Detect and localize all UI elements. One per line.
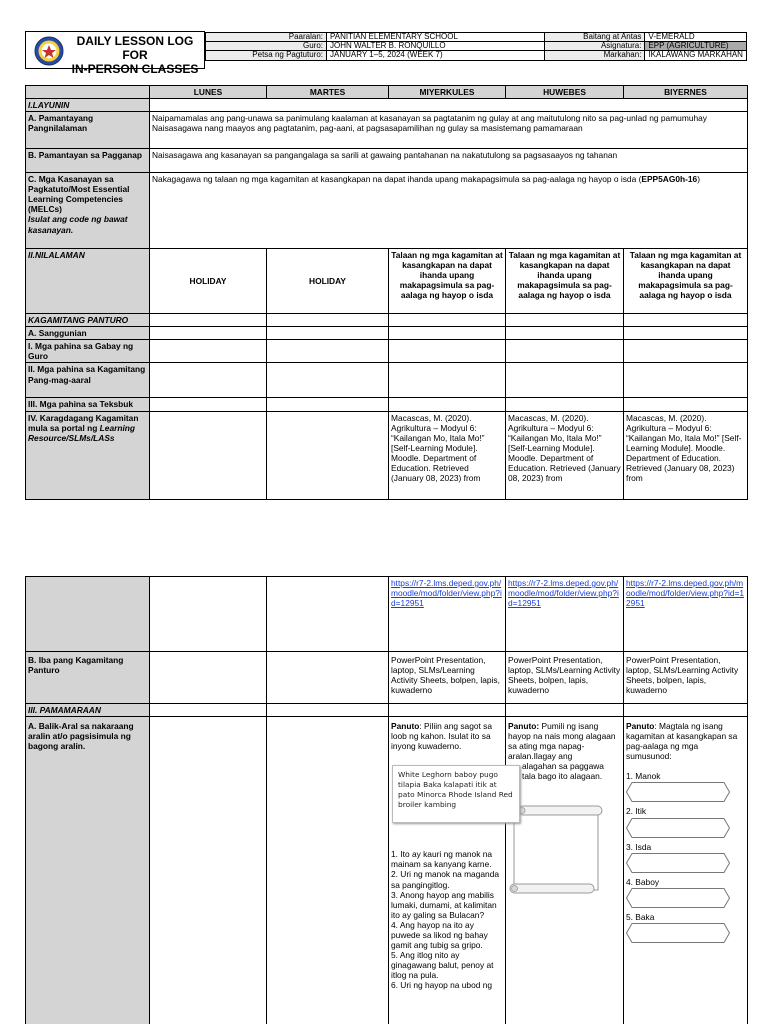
- topic-huwebes: Talaan ng mga kagamitan at kasangkapan na dapat ihanda upang makapagsimula sa pag-aalaga ng hayop o isda: [506, 249, 624, 314]
- question-1: 1. Ito ay kauri ng manok na mainam sa kanyang karne.: [391, 849, 493, 870]
- days-header-row: [26, 86, 748, 99]
- pamantayang-pangnilalaman-text: [150, 112, 748, 149]
- link-huwebes[interactable]: [506, 577, 624, 652]
- empty-cell: [624, 363, 748, 398]
- title-line-2: IN-PERSON CLASSES: [71, 61, 199, 76]
- empty-cell: [150, 327, 267, 340]
- title-box: [25, 31, 205, 76]
- baitang-value: V-EMERALD: [645, 33, 747, 42]
- empty-cell: [150, 314, 267, 327]
- nilalaman-section: II.NILALAMAN: [26, 249, 150, 314]
- kagamitang-panturo-section: KAGAMITANG PANTURO: [26, 314, 150, 327]
- pangnilalaman-text-1: Naipamamalas ang pang-unawa sa panimulang kaalaman at kasanayan sa pagtatanim ng gulay at ang maitutulong nito sa pag-unlad ng pamumuhay: [152, 113, 707, 124]
- empty-cell: [267, 652, 389, 704]
- empty-cell: [267, 327, 389, 340]
- empty-cell: [389, 363, 506, 398]
- balik-aral-miyerkules: [389, 717, 506, 1024]
- petsa-label: Petsa ng Pagtuturo:: [206, 51, 327, 60]
- empty-cell: [506, 314, 624, 327]
- panuto-text: : Piliin ang sagot sa loob ng kahon. Isulat ito sa inyong kuwaderno.: [391, 721, 493, 752]
- empty-cell: [389, 704, 506, 717]
- empty-cell: [150, 398, 267, 411]
- topic-miyerkules: Talaan ng mga kagamitan at kasangkapan na dapat ihanda upang makapagsimula sa pag-aalaga ng hayop o isda: [389, 249, 506, 314]
- balik-aral-biyernes: [624, 717, 748, 1024]
- markahan-label: Markahan:: [545, 51, 645, 60]
- layunin-empty: [150, 99, 748, 112]
- panuto-label: Panuto:: [508, 721, 540, 732]
- question-5: 5. Ang itlog nito ay ginagawang balut, penoy at itlog na pula.: [391, 950, 494, 981]
- empty-cell: [150, 717, 267, 1024]
- empty-cell: [506, 704, 624, 717]
- iba-pa-huwebes: PowerPoint Presentation, laptop, SLMs/Learning Activity Sheets, bolpen, lapis, kuwaderno: [506, 652, 624, 704]
- melc-text-body: Nakagagawa ng talaan ng mga kagamitan at kasangkapan na dapat ihanda upang makapagsimula sa pag-aalaga ng hayop o isda (: [152, 174, 642, 185]
- topic-biyernes: Talaan ng mga kagamitan at kasangkapan na dapat ihanda upang makapagsimula sa pag-aalaga ng hayop o isda: [624, 249, 748, 314]
- empty-cell: [389, 327, 506, 340]
- kagamitang-mag-aaral-label: II. Mga pahina sa Kagamitang Pang-mag-aaral: [26, 363, 150, 398]
- fri-item-isda: 3. Isda: [626, 841, 652, 852]
- reference-huwebes: Macascas, M. (2020). Agrikultura – Modyul 6: “Kailangan Mo, Itala Mo!” [Self-Learning Module]. Moodle. Department of Education. Retrieved (January 08, 2023) from: [506, 411, 624, 499]
- karagdagang-kagamitan-label: [26, 411, 150, 499]
- paaralan-value: PANITIAN ELEMENTARY SCHOOL: [327, 33, 545, 42]
- answer-hexagon[interactable]: [626, 818, 730, 838]
- lesson-log-page-2: [25, 576, 747, 1024]
- empty-cell: [624, 327, 748, 340]
- panuto-label: Panuto: [626, 721, 655, 732]
- melc-label-text: C. Mga Kasanayan sa Pagkatuto/Most Essential Learning Competencies (MELCs): [28, 174, 130, 215]
- document-title: [68, 35, 202, 76]
- iba-pang-kagamitan-label: B. Iba pang Kagamitang Panturo: [26, 652, 150, 704]
- fri-item-baboy: 4. Baboy: [626, 876, 660, 887]
- deped-seal-icon: [34, 36, 64, 66]
- teksbuk-label: III. Mga pahina sa Teksbuk: [26, 398, 150, 411]
- melc-code: EPP5AG0h-16: [641, 174, 698, 185]
- empty-cell: [267, 340, 389, 363]
- guro-label: Guro:: [206, 42, 327, 51]
- layunin-section: I.LAYUNIN: [26, 99, 150, 112]
- link-miyerkules[interactable]: [389, 577, 506, 652]
- gabay-guro-label: I. Mga pahina sa Gabay ng Guro: [26, 340, 150, 363]
- melc-note: Isulat ang code ng bawat kasanayan.: [28, 214, 128, 235]
- guro-value: JOHN WALTER B. RONQUILLO: [327, 42, 545, 51]
- empty-cell: [150, 363, 267, 398]
- pamantayang-pangnilalaman-label: A. Pamantayang Pangnilalaman: [26, 112, 150, 149]
- empty-cell: [389, 398, 506, 411]
- karagdagang-label-text: IV. Karagdagang Kagamitan mula sa portal ng: [28, 412, 139, 433]
- baitang-label: Baitang at Antas: [545, 33, 645, 42]
- pamantayan-pagganap-label: B. Pamantayan sa Pagganap: [26, 149, 150, 173]
- empty-cell: [506, 327, 624, 340]
- empty-cell: [267, 411, 389, 499]
- holiday-lunes: HOLIDAY: [150, 249, 267, 314]
- paaralan-label: Paaralan:: [206, 33, 327, 42]
- reference-biyernes: Macascas, M. (2020). Agrikultura – Modyul 6: “Kailangan Mo, Itala Mo!” [Self-Learning Module]. Moodle. Department of Education. Retrieved (January 08, 2023) from: [624, 411, 748, 499]
- question-6: 6. Uri ng hayop na ubod ng: [391, 980, 493, 991]
- empty-cell: [267, 717, 389, 1024]
- portal-link[interactable]: https://r7-2.lms.deped.gov.ph/moodle/mod/folder/view.php?id=12951: [391, 578, 502, 609]
- document-header: [25, 31, 747, 76]
- word-choice-box: White Leghorn baboy pugo tilapia Baka kalapati itik at pato Minorca Rhode Island Red broiler kambing: [392, 765, 520, 823]
- fri-item-manok: 1. Manok: [626, 771, 661, 782]
- empty-cell: [150, 577, 267, 652]
- empty-cell: [267, 398, 389, 411]
- pangnilalaman-text-2: Naisasagawa nang maayos ang pagtatanim, pag-aani, at pagsasapamilihan ng gulay sa masistemang pamamaraan: [152, 123, 583, 134]
- iba-pa-biyernes: PowerPoint Presentation, laptop, SLMs/Learning Activity Sheets, bolpen, lapis, kuwaderno: [624, 652, 748, 704]
- answer-hexagon[interactable]: [626, 888, 730, 908]
- melc-label: [26, 173, 150, 249]
- portal-link[interactable]: https://r7-2.lms.deped.gov.ph/moodle/mod/folder/view.php?id=12951: [508, 578, 619, 609]
- empty-cell: [624, 340, 748, 363]
- fri-item-baka: 5. Baka: [626, 911, 655, 922]
- day-martes: MARTES: [267, 86, 389, 99]
- balik-aral-label: A. Balik-Aral sa nakaraang aralin at/o pagsisimula ng bagong aralin.: [26, 717, 150, 1024]
- lesson-table-1: [25, 85, 748, 500]
- panuto-text: : Magtala ng isang kagamitan at kasangkapan sa pag-aalaga ng mga sumusunod:: [626, 721, 738, 762]
- answer-hexagon[interactable]: [626, 853, 730, 873]
- empty-cell: [624, 398, 748, 411]
- karagdagang-label-italic: Learning Resource/SLMs/LASs: [28, 422, 136, 443]
- continuation-label-cell: [26, 577, 150, 652]
- iba-pa-miyerkules: PowerPoint Presentation, laptop, SLMs/Learning Activity Sheets, bolpen, lapis, kuwaderno: [389, 652, 506, 704]
- asignatura-label: Asignatura:: [545, 42, 645, 51]
- portal-link[interactable]: https://r7-2.lms.deped.gov.ph/moodle/mod/folder/view.php?id=12951: [626, 578, 745, 609]
- answer-hexagon[interactable]: [626, 923, 730, 943]
- question-3: 3. Anong hayop ang mabilis lumaki, dumami, at kalimitan ito ay galing sa Bulacan?: [391, 889, 497, 920]
- empty-cell: [150, 704, 267, 717]
- text-fragment-1: alagahan sa paggawa: [522, 761, 604, 772]
- day-miyerkules: MIYERKULES: [389, 86, 506, 99]
- empty-cell: [389, 314, 506, 327]
- panuto-label: Panuto: [391, 721, 420, 732]
- empty-cell: [506, 340, 624, 363]
- holiday-martes: HOLIDAY: [267, 249, 389, 314]
- empty-cell: [267, 577, 389, 652]
- asignatura-value: EPP (AGRICULTURE): [645, 42, 747, 51]
- day-huwebes: HUWEBES: [506, 86, 624, 99]
- pamantayan-pagganap-text: Naisasagawa ang kasanayan sa pangangalaga sa sarili at gawaing pantahanan na nakatutulong sa pagsasaayos ng tahanan: [150, 149, 748, 173]
- empty-cell: [624, 704, 748, 717]
- corner-cell: [26, 86, 150, 99]
- day-lunes: LUNES: [150, 86, 267, 99]
- petsa-value: JANUARY 1–5, 2024 (WEEK 7): [327, 51, 545, 60]
- reference-miyerkules: Macascas, M. (2020). Agrikultura – Modyul 6: “Kailangan Mo, Itala Mo!” [Self-Learning Module]. Moodle. Department of Education. Retrieved (January 08, 2023) from: [389, 411, 506, 499]
- fri-item-itik: 2. Itik: [626, 806, 647, 817]
- empty-cell: [150, 340, 267, 363]
- empty-cell: [267, 704, 389, 717]
- empty-cell: [267, 314, 389, 327]
- markahan-value: IKALAWANG MARKAHAN: [645, 51, 747, 60]
- title-line-1: DAILY LESSON LOG FOR: [76, 34, 194, 62]
- sanggunian-label: A. Sanggunian: [26, 327, 150, 340]
- empty-cell: [624, 314, 748, 327]
- empty-cell: [150, 652, 267, 704]
- empty-cell: [389, 340, 506, 363]
- link-biyernes[interactable]: [624, 577, 748, 652]
- day-biyernes: BIYERNES: [624, 86, 748, 99]
- question-2: 2. Uri ng manok na maganda sa pangingitlog.: [391, 869, 500, 890]
- pamamaraan-section: III. PAMAMARAAN: [26, 704, 150, 717]
- empty-cell: [506, 398, 624, 411]
- header-info-table: [205, 32, 747, 61]
- question-4: 4. Ang hayop na ito ay puwede sa likod ng bahay gamit ang tubig sa gripo.: [391, 919, 488, 951]
- text-fragment-2: tala bago ito alagaan.: [522, 771, 603, 782]
- lesson-log-page-1: [25, 31, 747, 500]
- empty-cell: [150, 411, 267, 499]
- panuto-text: Pumili ng isang hayop na nais mong alagaan sa ating mga napag-aralan.Ilagay ang: [508, 721, 616, 762]
- lesson-table-2: [25, 576, 748, 1024]
- answer-hexagon[interactable]: [626, 782, 730, 802]
- empty-cell: [506, 363, 624, 398]
- empty-cell: [267, 363, 389, 398]
- scroll-shape-icon: [508, 804, 604, 896]
- melc-text: [150, 173, 748, 249]
- melc-close: ): [697, 174, 701, 185]
